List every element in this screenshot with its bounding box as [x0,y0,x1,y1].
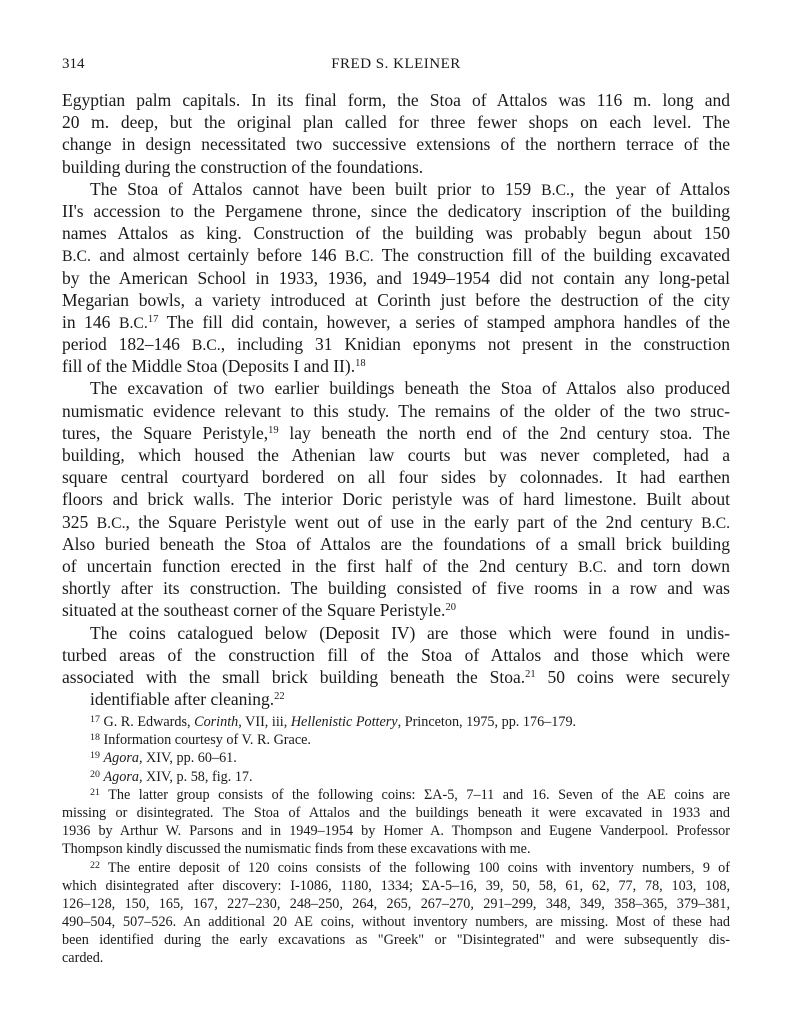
p3-line: 325 B.C., the Square Peristyle went out of use in the early part of the 2nd century B.C. [62,511,731,532]
p3-line: of uncertain function erected in the first half of the 2nd century B.C. and torn down [62,555,730,576]
footnote-22-line: 126–128, 150, 165, 167, 227–230, 248–250, 264, 265, 267–270, 291–299, 348, 349, 358–365, 379–381, [62,895,730,912]
p3-line: numismatic evidence relevant to this study. The remains of the older of the two struc- [62,400,730,421]
p2-line: Megarian bowls, a variety introduced at Corinth just before the destruction of the city [62,289,730,310]
footnote-ref-22[interactable]: 22 [274,691,285,703]
footnote-17: $^{17}$ G. R. Edwards, Corinth, VII, iii, Hellenistic Pottery, Princeton, 1975, pp. 176–179. [90,714,577,730]
footnote-21: $^{21}$ The latter group consists of the following coins: ΣA-5, 7–11 and 16. Seven of the AE coins are [90,786,730,803]
p2-line: names Attalos as king. Construction of the building was probably begun about 150 [62,223,730,244]
footnote-22-line: carded. [62,950,104,967]
p2-line: II's accession to the Pergamene throne, since the dedicatory inscription of the building [62,200,730,221]
p1-line: 20 m. deep, but the original plan called for three fewer shops on each level. The [62,112,730,133]
p3-line: building, which housed the Athenian law courts but was never completed, had a [62,445,730,465]
footnote-19: $^{19}$ Agora, XIV, pp. 60–61. [90,750,237,767]
footnote-22: $^{22}$ The entire deposit of 120 coins consists of the following 100 coins with inventory numbers, 9 of [90,859,730,876]
footnotes [62,713,730,968]
p2-line: period 182–146 B.C., including 31 Knidian eponyms not present in the construction [62,334,730,355]
p3-line: square central courtyard bordered on all four sides by colonnades. It had earthen [62,467,730,488]
p1-line: change in design necessitated two successive extensions of the northern terrace of the [62,134,730,155]
footnote-22-line: 490–504, 507–526. An additional 20 AE coins, without inventory numbers, are missing. Most of these had [62,914,730,931]
running-head: FRED S. KLEINER [331,56,461,72]
footnote-18: $^{18}$ Information courtesy of V. R. Grace. [90,732,311,749]
p4-line: identifiable after cleaning.$^{22}$ [90,689,285,710]
p2-line: fill of the Middle Stoa (Deposits I and II).$^{18}$ [62,356,366,377]
p1-line: building during the construction of the foundations. [62,156,424,177]
p4-line: turbed areas of the construction fill of the Stoa of Attalos and those which were [62,644,730,665]
p4-line: The coins catalogued below (Deposit IV) are those which were found in undis- [90,622,730,643]
p2-line: by the American School in 1933, 1936, and 1949–1954 did not contain any long-petal [62,267,730,288]
page-header [62,56,730,76]
footnote-22-line: which disintegrated after discovery: I-1086, 1180, 1334; ΣA-5–16, 39, 50, 58, 61, 62, 77, 78, 103, 108, [62,877,730,894]
footnote-ref-18[interactable]: 18 [355,358,366,370]
p3-line: tures, the Square Peristyle,$^{19}$ lay beneath the north end of the 2nd century stoa. The [62,422,730,443]
footnote-22-line: been identified during the early excavations as "Greek" or "Disintegrated" and were subsequently dis- [62,932,730,949]
p3-line: Also buried beneath the Stoa of Attalos are the foundations of a small brick building [62,533,730,554]
footnote-21-line: Thompson kindly discussed the numismatic finds from these excavations with me. [62,841,531,858]
p3-line: floors and brick walls. The interior Doric peristyle was of hard limestone. Built about [62,489,730,510]
page-number: 314 [62,56,85,72]
footnote-ref-20[interactable]: 20 [445,602,456,614]
footnote-ref-19[interactable]: 19 [268,425,279,437]
footnote-20: $^{20}$ Agora, XIV, p. 58, fig. 17. [90,768,253,785]
footnote-ref-21[interactable]: 21 [525,669,536,681]
body-text [62,89,730,710]
footnote-ref-17[interactable]: 17 [147,314,159,326]
footnote-21-line: 1936 by Arthur W. Parsons and in 1949–1954 by Homer A. Thompson and Eugene Vanderpool. Professor [62,823,730,840]
p2-line: in 146 B.C.$^{17}$ The fill did contain, however, a series of stamped amphora handles of the [62,311,730,332]
footnote-21-line: missing or disintegrated. The Stoa of Attalos and the buildings beneath it were excavated in 1933 and [62,804,730,821]
p2-line: The Stoa of Attalos cannot have been built prior to 159 B.C., the year of Attalos [90,178,731,199]
p3-line: shortly after its construction. The building consisted of five rooms in a row and was [62,578,730,599]
p3-line: situated at the southeast corner of the Square Peristyle.$^{20}$ [62,600,456,621]
p2-line: B.C. and almost certainly before 146 B.C. The construction fill of the building excavated [62,245,730,266]
p1-line: Egyptian palm capitals. In its final form, the Stoa of Attalos was 116 m. long and [62,90,730,110]
p3-line: The excavation of two earlier buildings beneath the Stoa of Attalos also produced [90,378,730,399]
p4-line: associated with the small brick building beneath the Stoa.$^{21}$ 50 coins were securely [62,666,730,687]
